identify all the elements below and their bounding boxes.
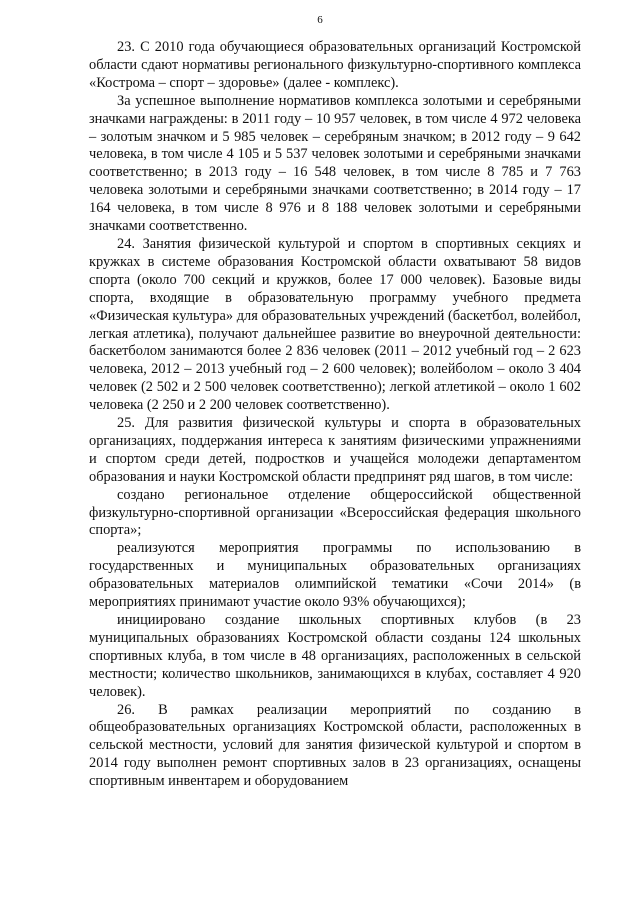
- paragraph-25: 25. Для развития физической культуры и спорта в образовательных организациях, поддержания интереса к занятиям физическими упражнениями и спортом среди детей, подростков и учащейся молодежи департаментом образования и науки Костромской области предпринят ряд шагов, в том числе:: [89, 415, 581, 485]
- paragraph-25-item-federation: создано региональное отделение общероссийской общественной физкультурно-спортивной организации «Всероссийская федерация школьного спорта»;: [89, 486, 581, 539]
- paragraph-24: 24. Занятия физической культурой и спортом в спортивных секциях и кружках в системе образования Костромской области охватывают 58 видов спорта (около 700 секций и кружков, более 17 000 человек). Базовые виды спорта, входящие в образовательную программу учебного предмета «Физическая культура» для образовательных учреждений (баскетбол, волейбол, легкая атлетика), получают дальнейшее развитие во внеурочной деятельности: баскетболом занимаются более 2 836 человек (2011 – 2012 учебный год – 2 623 человека, 2012 – 2013 учебный год – 2 600 человек); волейболом – около 3 404 человек (2 502 и 2 500 человек соответственно); легкой атлетикой – около 1 602 человека (2 250 и 2 200 человек соответственно).: [89, 235, 581, 414]
- paragraph-26: 26. В рамках реализации мероприятий по созданию в общеобразовательных организациях Костромской области, расположенных в сельской местности, условий для занятия физической культурой и спортом в 2014 году выполнен ремонт спортивных залов в 23 организациях, оснащены спортивным инвентарем и оборудованием: [89, 701, 581, 790]
- paragraph-25-item-olympic: реализуются мероприятия программы по использованию в государственных и муниципальных образовательных организациях образовательных материалов олимпийской тематики «Сочи 2014» (в мероприятиях принимают участие около 93% обучающихся);: [89, 540, 581, 611]
- document-body: [89, 39, 581, 791]
- page-number: 6: [317, 14, 323, 26]
- paragraph-23: 23. С 2010 года обучающиеся образовательных организаций Костромской области сдают нормативы регионального физкультурно-спортивного комплекса «Кострома – спорт – здоровье» (далее - комплекс).: [89, 39, 581, 91]
- paragraph-awards: За успешное выполнение нормативов комплекса золотыми и серебряными значками награждены: в 2011 году – 10 957 человек, в том числе 4 972 человека – золотым значком и 5 985 человек – серебряным значком; в 2012 году – 9 642 человека, в том числе 4 105 и 5 537 человек золотыми и серебряными значками соответственно; в 2013 году – 16 548 человек, в том числе 8 785 и 7 763 человека золотыми и серебряными значками соответственно; в 2014 году – 17 164 человека, в том числе 8 976 и 8 188 человек золотыми и серебряными значками соответственно.: [89, 92, 581, 235]
- paragraph-25-item-clubs: инициировано создание школьных спортивных клубов (в 23 муниципальных образованиях Костромской области созданы 124 школьных спортивных клуба, в том числе в 48 организациях, расположенных в сельской местности; количество школьников, занимающихся в клубах, составляет 4 920 человек).: [89, 612, 581, 700]
